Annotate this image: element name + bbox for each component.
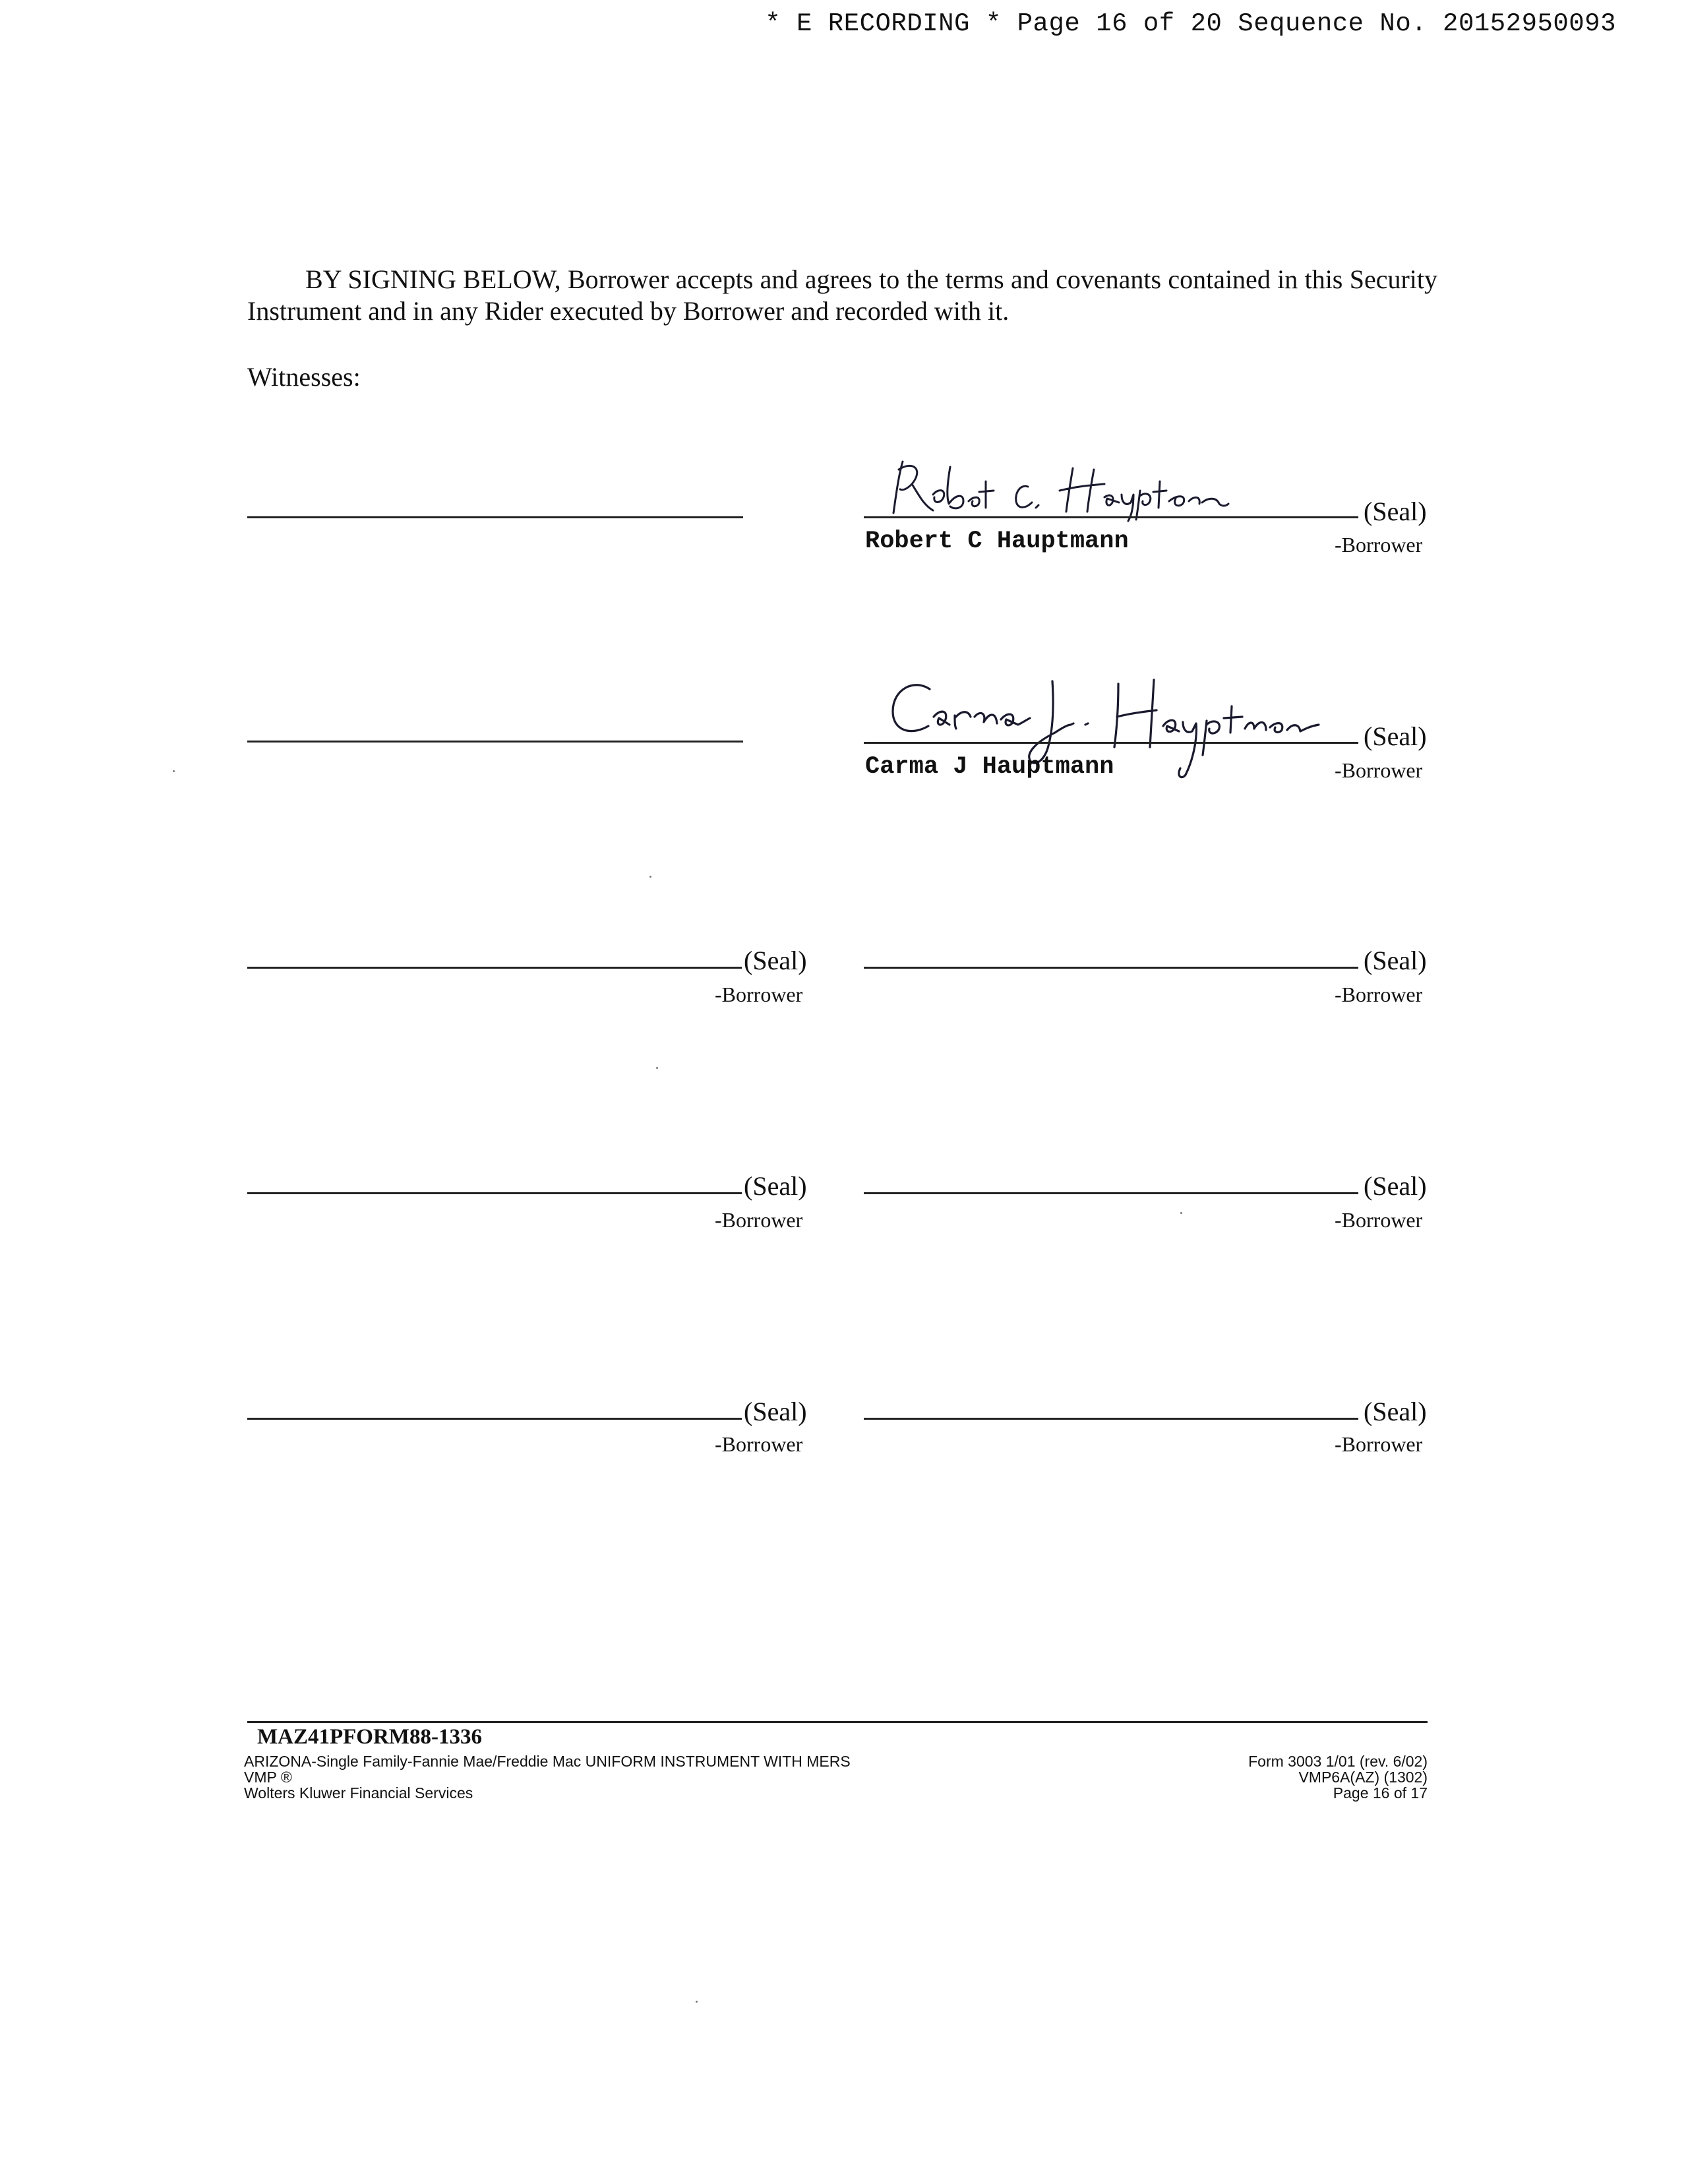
scan-speck	[1180, 1212, 1182, 1214]
borrower-role-label: -Borrower	[1335, 1208, 1423, 1232]
borrower-role-label: -Borrower	[1335, 758, 1423, 782]
blank-signature-line	[247, 967, 742, 969]
borrower-role-label: -Borrower	[1335, 533, 1423, 557]
form-code: MAZ41PFORM88-1336	[257, 1725, 482, 1749]
blank-signature-line	[864, 967, 1358, 969]
scan-speck	[696, 2001, 698, 2003]
blank-signature-line	[864, 1418, 1358, 1420]
seal-label: (Seal)	[744, 946, 807, 975]
signature-line-carma	[864, 742, 1358, 744]
signature-robert-hauptmann	[887, 455, 1230, 524]
footer-rule	[247, 1721, 1428, 1723]
scan-speck	[656, 1067, 658, 1069]
borrower-role-label: -Borrower	[1335, 983, 1423, 1006]
seal-label: (Seal)	[744, 1171, 807, 1201]
seal-label: (Seal)	[1364, 1171, 1427, 1201]
scan-speck	[173, 770, 175, 772]
seal-label: (Seal)	[1364, 721, 1427, 751]
footer-page-number: Page 16 of 17	[1333, 1784, 1428, 1802]
witness-signature-line	[247, 741, 743, 743]
signer-name-robert: Robert C Hauptmann	[865, 528, 1129, 555]
footer-form-info	[1248, 1753, 1428, 1801]
borrower-role-label: -Borrower	[715, 1208, 803, 1232]
footer-form-number: Form 3003 1/01 (rev. 6/02)	[1248, 1753, 1428, 1770]
footer-vmp-code: VMP6A(AZ) (1302)	[1298, 1769, 1428, 1786]
signing-statement: BY SIGNING BELOW, Borrower accepts and agrees to the terms and covenants contained in this Security Instrument and in any Rider executed by Borrower and recorded with it.	[247, 264, 1437, 326]
seal-label: (Seal)	[1364, 1397, 1427, 1426]
borrower-role-label: -Borrower	[715, 1432, 803, 1456]
scan-speck	[649, 876, 651, 878]
footer-vmp-mark: VMP ®	[244, 1769, 292, 1786]
blank-signature-line	[247, 1418, 742, 1420]
blank-signature-line	[864, 1192, 1358, 1194]
footer-form-description	[244, 1753, 851, 1801]
borrower-role-label: -Borrower	[715, 983, 803, 1006]
seal-label: (Seal)	[744, 1397, 807, 1426]
signer-name-carma: Carma J Hauptmann	[865, 753, 1114, 781]
blank-signature-line	[247, 1192, 742, 1194]
signature-line-robert	[864, 516, 1358, 518]
footer-publisher: Wolters Kluwer Financial Services	[244, 1784, 473, 1802]
recording-stamp: * E RECORDING * Page 16 of 20 Sequence No. 20152950093	[765, 9, 1616, 38]
borrower-role-label: -Borrower	[1335, 1432, 1423, 1456]
seal-label: (Seal)	[1364, 497, 1427, 526]
seal-label: (Seal)	[1364, 946, 1427, 975]
footer-form-title: ARIZONA-Single Family-Fannie Mae/Freddie Mac UNIFORM INSTRUMENT WITH MERS	[244, 1753, 851, 1770]
witness-signature-line	[247, 516, 743, 518]
witnesses-label: Witnesses:	[247, 362, 361, 392]
